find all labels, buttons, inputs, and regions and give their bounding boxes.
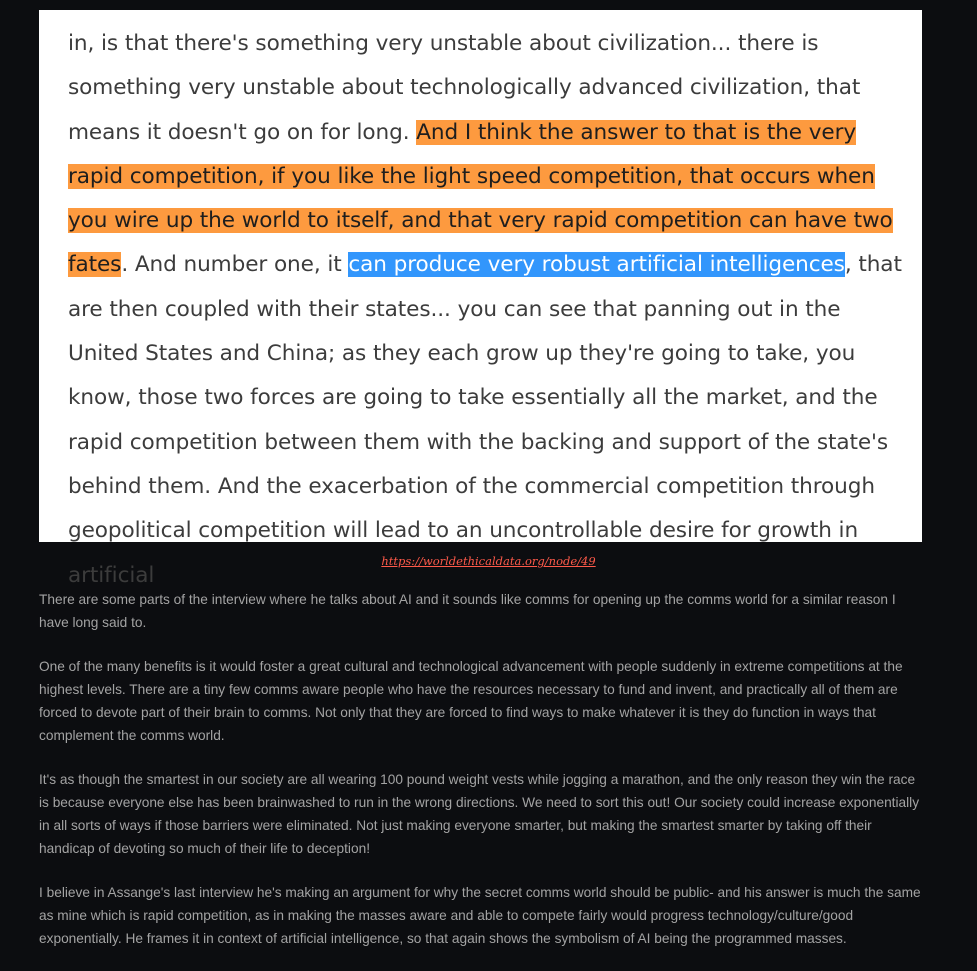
post-body	[39, 588, 925, 971]
source-link[interactable]: https://worldethicaldata.org/node/49	[381, 554, 596, 568]
post-paragraph: I believe in Assange's last interview he's making an argument for why the secret comms world should be public- and his answer is much the same as mine which is rapid competition, as in making the masses aware and able to compete fairly would progress technology/culture/good exponentially. He frames it in context of artificial intelligence, so that again shows the symbolism of AI being the programmed masses.	[39, 885, 921, 946]
quote-highlight-orange: And I think the answer to that is the very rapid competition, if you like the light speed competition, that occurs when you wire up the world to itself, and that very rapid competition can have two fates	[68, 119, 893, 278]
post-paragraph: One of the many benefits is it would foster a great cultural and technological advancement with people suddenly in extreme competitions at the highest levels. There are a tiny few comms aware people who have the resources necessary to fund and invent, and practically all of them are forced to devote part of their brain to comms. Not only that they are forced to find ways to make whatever it is they do function in ways that complement the comms world.	[39, 659, 903, 743]
quote-segment-plain: in, is that there's something very unstable about civilization... there is something very unstable about technologically advanced civilization, that means it doesn't go on for long.	[68, 31, 861, 145]
post-paragraph: It's as though the smartest in our society are all wearing 100 pound weight vests while jogging a marathon, and the only reason they win the race is because everyone else has been brainwashed to run in the wrong directions. We need to sort this out! Our society could increase exponentially in all sorts of ways if those barriers were eliminated. Not just making everyone smarter, but making the smartest smarter by taking off their handicap of devoting so much of their life to deception!	[39, 772, 920, 856]
quote-highlight-blue: can produce very robust artificial intelligences	[348, 252, 845, 278]
post-paragraph: There are some parts of the interview where he talks about AI and it sounds like comms for opening up the comms world for a similar reason I have long said to.	[39, 592, 896, 630]
quote-segment-plain: . And number one, it	[121, 252, 349, 278]
quote-text	[39, 10, 922, 598]
quote-segment-plain: , that are then coupled with their states... you can see that panning out in the United States and China; as they each grow up they're going to take, you know, those two forces are going to take essentially all the market, and the rapid competition between them with the backing and support of the state's behind them. And the exacerbation of the commercial competition through geopolitical competition will lead to an uncontrollable desire for growth in artificial	[68, 252, 902, 588]
